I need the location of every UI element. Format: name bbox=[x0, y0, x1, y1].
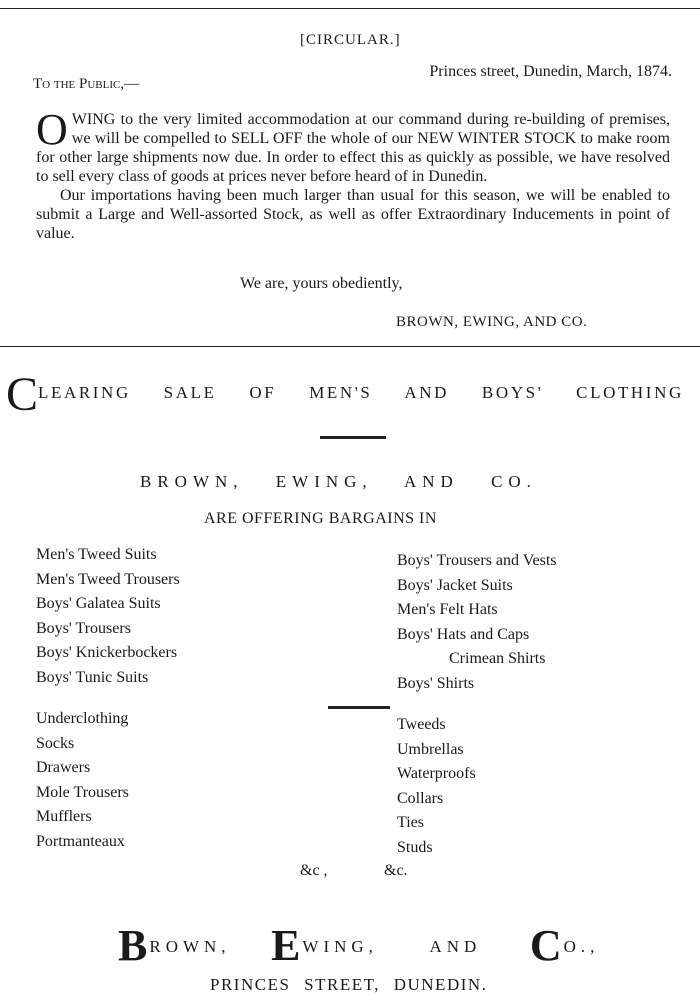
items-left-group-2 bbox=[36, 707, 129, 854]
list-item: Drawers bbox=[36, 759, 91, 776]
list-item: Boys' Tunic Suits bbox=[36, 668, 149, 686]
footer-word-ewing: WING, bbox=[302, 937, 378, 956]
list-item: Umbrellas bbox=[397, 740, 464, 758]
sale-headline bbox=[6, 368, 696, 421]
list-item: Boys' Shirts bbox=[397, 674, 475, 692]
list-item: Boys' Galatea Suits bbox=[36, 595, 161, 612]
footer-address: PRINCES STREET, DUNEDIN. bbox=[210, 975, 488, 994]
etcetera-2: &c. bbox=[384, 862, 408, 879]
list-item: Boys' Trousers bbox=[36, 619, 131, 637]
headline-initial: C bbox=[6, 368, 39, 421]
list-item: Boys' Knickerbockers bbox=[36, 644, 178, 661]
footer-initial-e: E bbox=[271, 921, 303, 970]
list-item: Collars bbox=[397, 789, 444, 807]
footer-word-brown: ROWN, bbox=[149, 937, 231, 956]
divider-rule-1 bbox=[320, 436, 386, 439]
list-item: Ties bbox=[397, 814, 424, 831]
list-item: Waterproofs bbox=[397, 765, 476, 782]
items-right-group-2 bbox=[397, 713, 476, 860]
footer-initial-b: B bbox=[118, 921, 150, 970]
list-item: Studs bbox=[397, 838, 433, 856]
divider-rule-2 bbox=[328, 706, 390, 709]
etcetera-1: &c , bbox=[300, 862, 328, 879]
list-item: Tweeds bbox=[397, 716, 446, 733]
footer-word-co: O., bbox=[563, 937, 600, 956]
letter-paragraph-2: Our importations having been much larger than usual for this season, we will be enabled to submit a Large and Well-assorted Stock, as well as offer Extraordinary Inducements in point of value. bbox=[36, 187, 670, 242]
section-rule bbox=[0, 346, 700, 347]
list-item: Boys' Jacket Suits bbox=[397, 576, 513, 594]
addressee: To the Public,— bbox=[33, 76, 140, 92]
list-item: Socks bbox=[36, 734, 75, 752]
list-item: Men's Tweed Trousers bbox=[36, 570, 180, 588]
list-item: Men's Tweed Suits bbox=[36, 546, 157, 563]
top-rule bbox=[0, 8, 700, 9]
items-left-group-1 bbox=[36, 543, 180, 690]
drop-cap: O bbox=[36, 105, 68, 154]
firm-name: BROWN, EWING, AND CO. bbox=[140, 472, 537, 491]
letter-paragraph-1: WING to the very limited accommodation at our command during re-building of premises, we will be compelled to SELL OFF the whole of our NEW WINTER STOCK to make room for other large shipments now due. In order to effect this as quickly as possible, we have resolved to sell every class of goods at prices never before heard of in Dunedin. bbox=[36, 111, 670, 185]
items-right-group-1 bbox=[397, 549, 557, 696]
footer-firm-name bbox=[118, 920, 678, 970]
list-item: Boys' Trousers and Vests bbox=[397, 552, 557, 569]
footer-word-and: AND bbox=[429, 937, 482, 956]
list-item: Boys' Hats and Caps bbox=[397, 625, 530, 643]
list-item: Mole Trousers bbox=[36, 783, 129, 801]
signoff: We are, yours obediently, bbox=[240, 275, 403, 292]
signature: BROWN, EWING, AND CO. bbox=[396, 314, 588, 330]
list-item: Portmanteaux bbox=[36, 832, 125, 850]
headline-text: LEARING SALE OF MEN'S AND BOYS' CLOTHING bbox=[38, 383, 684, 402]
footer-initial-c: C bbox=[529, 921, 564, 970]
letter-body bbox=[36, 105, 670, 243]
list-item: Mufflers bbox=[36, 808, 92, 825]
list-item: Crimean Shirts bbox=[449, 650, 546, 667]
dateline: Princes street, Dunedin, March, 1874. bbox=[429, 63, 672, 80]
list-item: Men's Felt Hats bbox=[397, 601, 498, 618]
list-item: Underclothing bbox=[36, 710, 129, 727]
circular-label: [CIRCULAR.] bbox=[300, 32, 401, 48]
offering-heading: ARE OFFERING BARGAINS IN bbox=[204, 510, 437, 527]
